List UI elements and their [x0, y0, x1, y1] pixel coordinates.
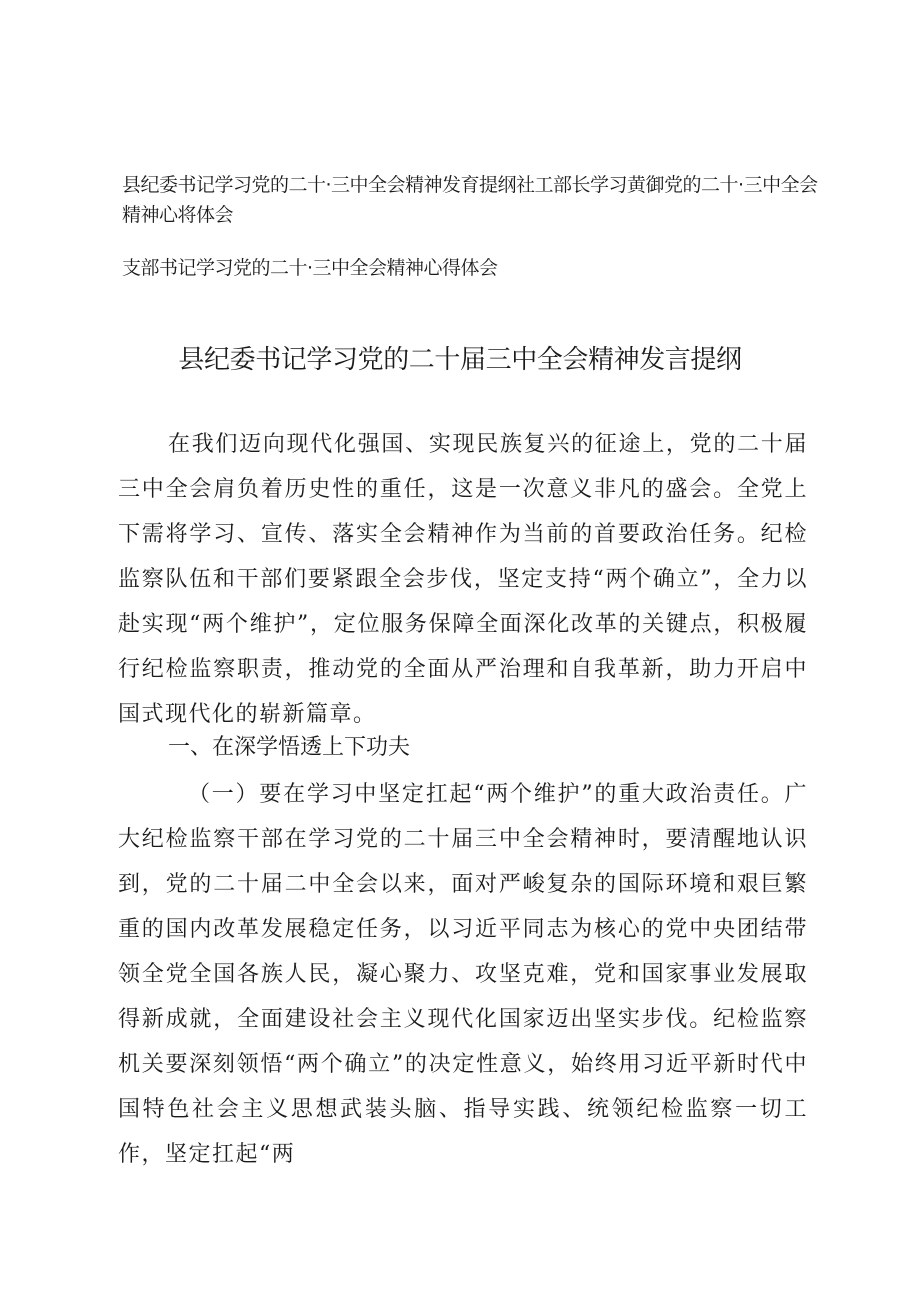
- intro-paragraph: 在我们迈向现代化强国、实现民族复兴的征途上，党的二十届三中全会肩负着历史性的重任，这是一次意义非凡的盛会。全党上下需将学习、宣传、落实全会精神作为当前的首要政治任务。纪检监察队伍和干部们要紧跟全会步伐，坚定支持“两个确立”，全力以赴实现“两个维护”，定位服务保障全面深化改革的关键点，积极履行纪检监察职责，推动党的全面从严治理和自我革新，助力开启中国式现代化的崭新篇章。: [118, 432, 808, 727]
- section-heading-1: 一、在深学悟透上下功夫: [168, 735, 411, 760]
- toc-entry-1: 县纪委书记学习党的二十·三中全会精神发育提纲社工部长学习黄御党的二十·三中全会精神心将体会: [122, 174, 818, 226]
- section-1-paragraph: （一）要在学习中坚定扛起“两个维护”的重大政治责任。广大纪检监察干部在学习党的二十届三中全会精神时，要清醒地认识到，党的二十届二中全会以来，面对严峻复杂的国际环境和艰巨繁重的国内改革发展稳定任务，以习近平同志为核心的党中央团结带领全党全国各族人民，凝心聚力、攻坚克难，党和国家事业发展取得新成就，全面建设社会主义现代化国家迈出坚实步伐。纪检监察机关要深刻领悟“两个确立”的决定性意义，始终用习近平新时代中国特色社会主义思想武装头脑、指导实践、统领纪检监察一切工作，坚定扛起“两: [118, 782, 808, 1167]
- toc-list: [122, 170, 822, 283]
- toc-entry-2: 支部书记学习党的二十·三中全会精神心得体会: [122, 257, 498, 279]
- document-title: 县纪委书记学习党的二十届三中全会精神发言提纲: [178, 345, 742, 375]
